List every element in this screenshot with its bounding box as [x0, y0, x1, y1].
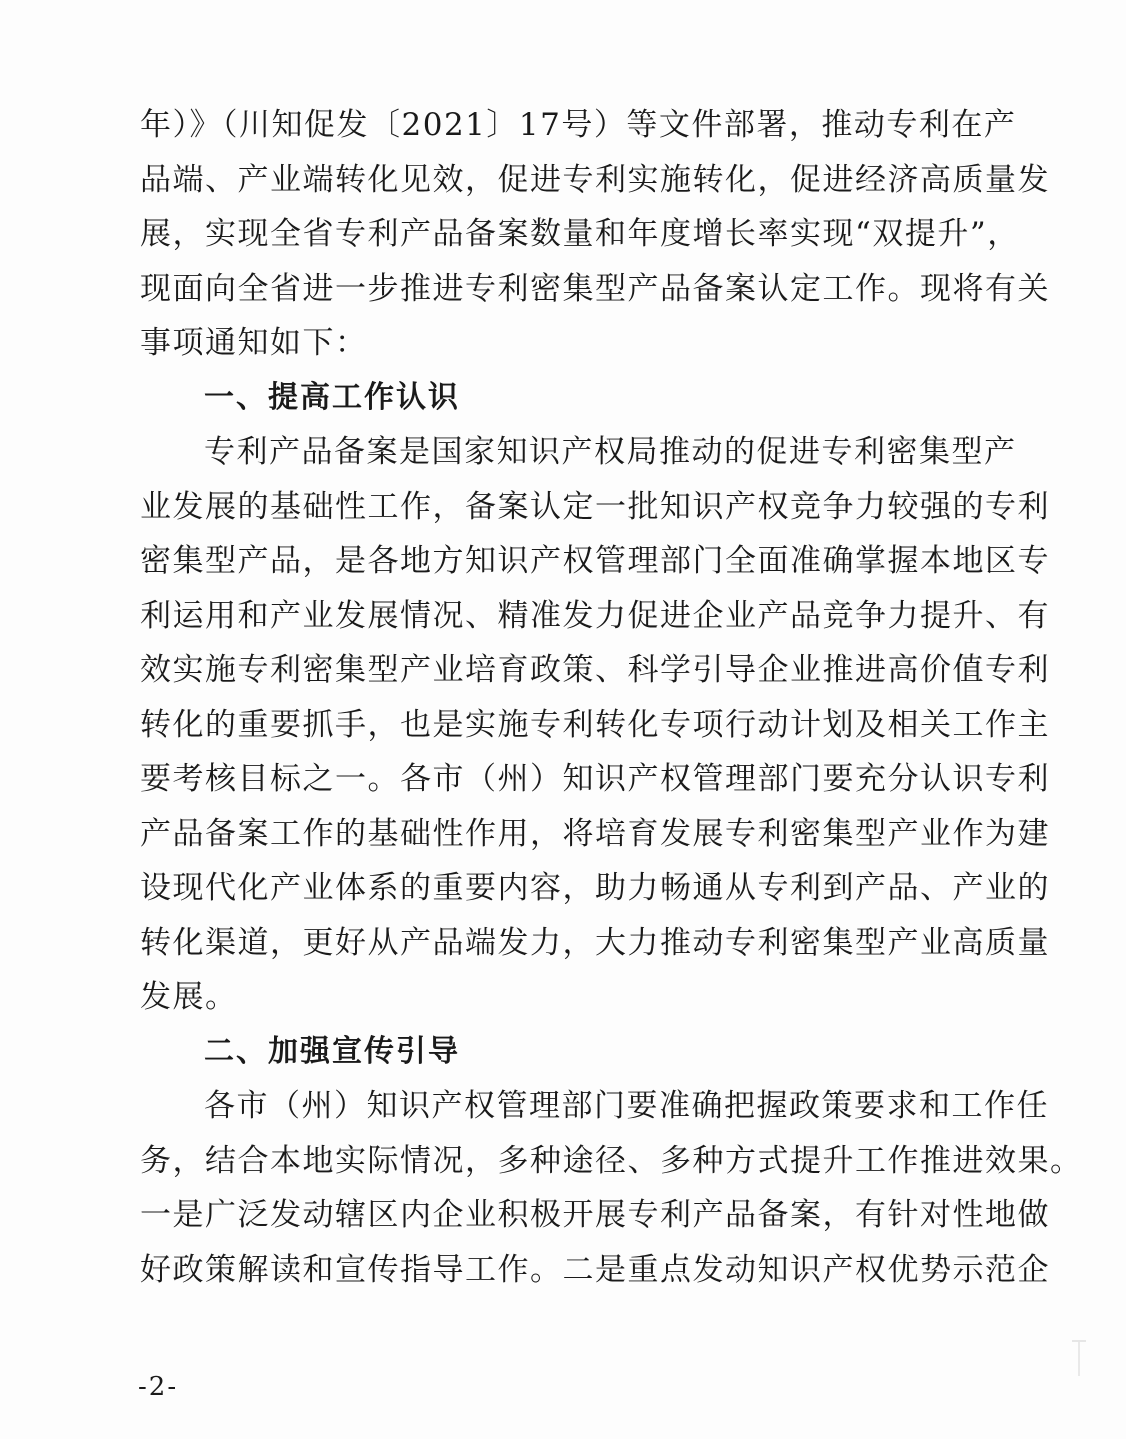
- text-line: 设现代化产业体系的重要内容，助力畅通从专利到产品、产业的: [140, 870, 1050, 906]
- text-line: 各市（州）知识产权管理部门要准确把握政策要求和工作任: [204, 1088, 1049, 1124]
- text-line: 一是广泛发动辖区内企业积极开展专利产品备案，有针对性地做: [140, 1197, 1050, 1233]
- text-line: 务，结合本地实际情况，多种途径、多种方式提升工作推进效果。: [140, 1142, 1083, 1179]
- text-line: 年）》（川知促发〔2021〕17号）等文件部署，推动专利在产: [140, 107, 1017, 143]
- scan-artifact: [1072, 1340, 1086, 1382]
- section-heading: 一、提高工作认识: [204, 379, 460, 415]
- text-line: 发展。: [140, 979, 238, 1015]
- text-line: 业发展的基础性工作，备案认定一批知识产权竞争力较强的专利: [140, 488, 1050, 525]
- text-line: 转化的重要抓手，也是实施专利转化专项行动计划及相关工作主: [140, 706, 1050, 743]
- text-line: 转化渠道，更好从产品端发力，大力推动专利密集型产业高质量: [140, 924, 1050, 961]
- text-line: 要考核目标之一。各市（州）知识产权管理部门要充分认识专利: [140, 761, 1050, 797]
- text-line: 事项通知如下：: [140, 325, 368, 361]
- text-line: 品端、产业端转化见效，促进专利实施转化，促进经济高质量发: [140, 161, 1050, 198]
- text-line: 专利产品备案是国家知识产权局推动的促进专利密集型产: [204, 434, 1017, 470]
- text-line: 密集型产品，是各地方知识产权管理部门全面准确掌握本地区专: [140, 543, 1050, 579]
- text-line: 展，实现全省专利产品备案数量和年度增长率实现“双提升”，: [140, 216, 1020, 252]
- text-line: 产品备案工作的基础性作用，将培育发展专利密集型产业作为建: [140, 815, 1050, 852]
- section-heading: 二、加强宣传引导: [204, 1033, 460, 1069]
- text-line: 好政策解读和宣传指导工作。二是重点发动知识产权优势示范企: [140, 1251, 1050, 1288]
- text-line: 现面向全省进一步推进专利密集型产品备案认定工作。现将有关: [140, 270, 1050, 307]
- page-number: -2-: [138, 1372, 179, 1402]
- text-line: 利运用和产业发展情况、精准发力促进企业产品竞争力提升、有: [140, 597, 1050, 634]
- document-body: [140, 98, 1083, 1297]
- text-line: 效实施专利密集型产业培育政策、科学引导企业推进高价值专利: [140, 652, 1050, 688]
